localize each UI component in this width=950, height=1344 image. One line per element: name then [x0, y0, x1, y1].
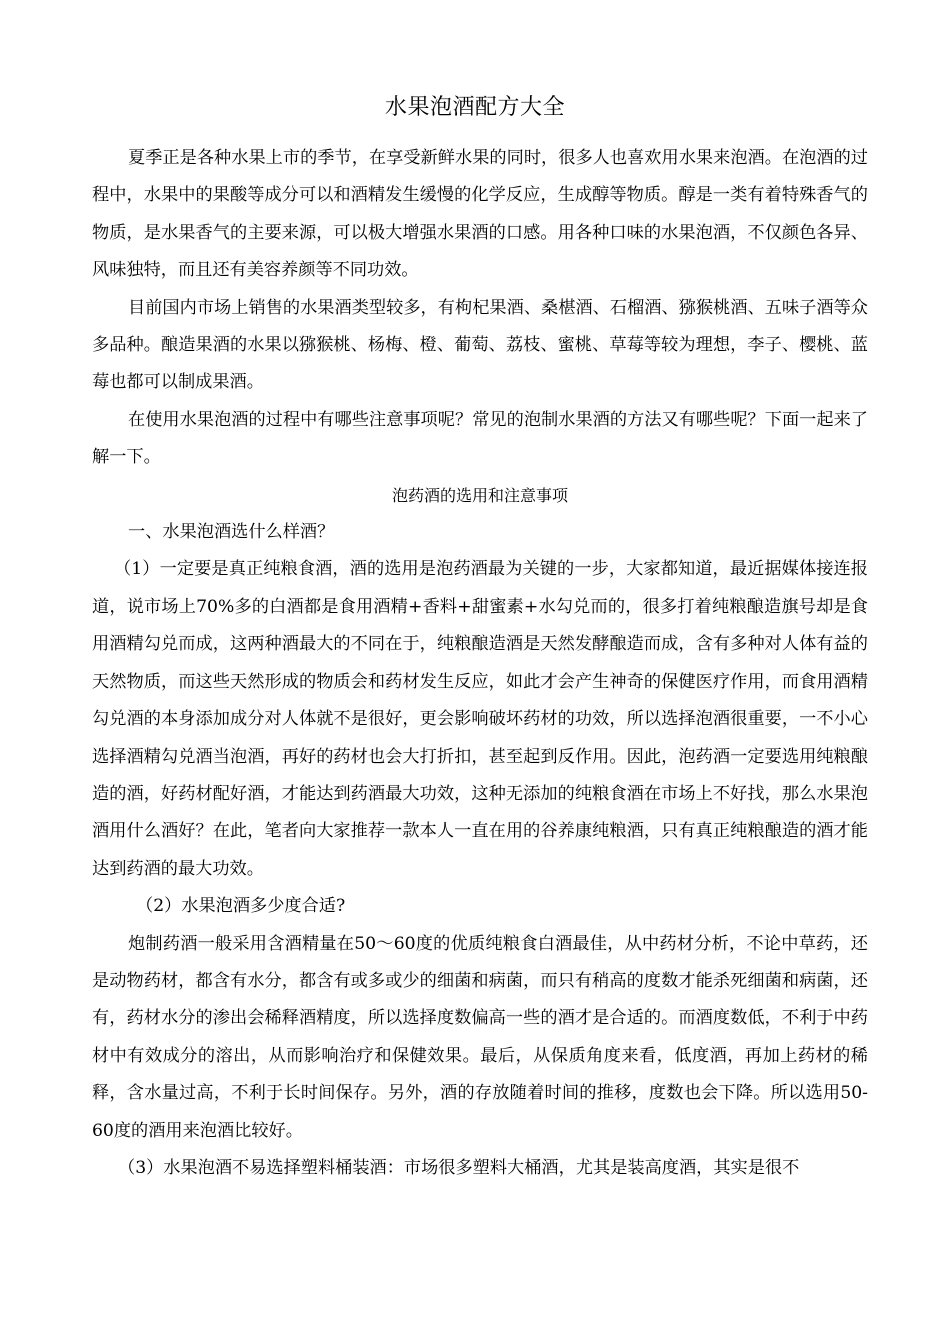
document-body: [92, 140, 868, 1187]
item-1: （1）一定要是真正纯粮食酒，酒的选用是泡药酒最为关键的一步，大家都知道，最近据媒体接连报道，说市场上70%多的白酒都是食用酒精+香料+甜蜜素+水勾兑而的，很多打着纯粮酿造旗号却是食用酒精勾兑而成，这两种酒最大的不同在于，纯粮酿造酒是天然发酵酿造而成，含有多种对人体有益的天然物质，而这些天然形成的物质会和药材发生反应，如此才会产生神奇的保健医疗作用，而食用酒精勾兑酒的本身添加成分对人体就不是很好，更会影响破坏药材的功效，所以选择泡酒很重要，一不小心选择酒精勾兑酒当泡酒，再好的药材也会大打折扣，甚至起到反作用。因此，泡药酒一定要选用纯粮酿造的酒，好药材配好酒，才能达到药酒最大功效，这种无添加的纯粮食酒在市场上不好找，那么水果泡酒用什么酒好？在此，笔者向大家推荐一款本人一直在用的谷养康纯粮酒，只有真正纯粮酿造的酒才能达到药酒的最大功效。: [92, 559, 868, 879]
item-3: （3）水果泡酒不易选择塑料桶装酒：市场很多塑料大桶酒，尤其是装高度酒，其实是很不: [118, 1157, 800, 1178]
item-2-heading: （2）水果泡酒多少度合适?: [136, 896, 346, 917]
heading-1: 一、水果泡酒选什么样酒？: [128, 522, 335, 543]
document-title: 水果泡酒配方大全: [384, 95, 565, 120]
item-2-body: 炮制药酒一般采用含酒精量在50～60度的优质纯粮食白酒最佳，从中药材分析，不论中草药，还是动物药材，都含有水分，都含有或多或少的细菌和病菌，而只有稍高的度数才能杀死细菌和病菌，还有，药材水分的渗出会稀释酒精度，所以选择度数偏高一些的酒才是合适的。而酒度数低，不利于中药材中有效成分的溶出，从而影响治疗和保健效果。最后，从保质角度来看，低度酒，再加上药材的稀释，含水量过高，不利于长时间保存。另外，酒的存放随着时间的推移，度数也会下降。所以选用50-60度的酒用来泡酒比较好。: [92, 933, 868, 1141]
paragraph-intro: 夏季正是各种水果上市的季节，在享受新鲜水果的同时，很多人也喜欢用水果来泡酒。在泡酒的过程中，水果中的果酸等成分可以和酒精发生缓慢的化学反应，生成醇等物质。醇是一类有着特殊香气的物质，是水果香气的主要来源，可以极大增强水果酒的口感。用各种口味的水果泡酒，不仅颜色各异、风味独特，而且还有美容养颜等不同功效。: [92, 148, 868, 281]
paragraph-market: 目前国内市场上销售的水果酒类型较多，有枸杞果酒、桑椹酒、石榴酒、猕猴桃酒、五味子酒等众多品种。酿造果酒的水果以猕猴桃、杨梅、橙、葡萄、荔枝、蜜桃、草莓等较为理想，李子、樱桃、蓝莓也都可以制成果酒。: [92, 297, 868, 393]
section-title: 泡药酒的选用和注意事项: [391, 485, 568, 505]
paragraph-question: 在使用水果泡酒的过程中有哪些注意事项呢？常见的泡制水果酒的方法又有哪些呢？下面一起来了解一下。: [92, 409, 868, 468]
